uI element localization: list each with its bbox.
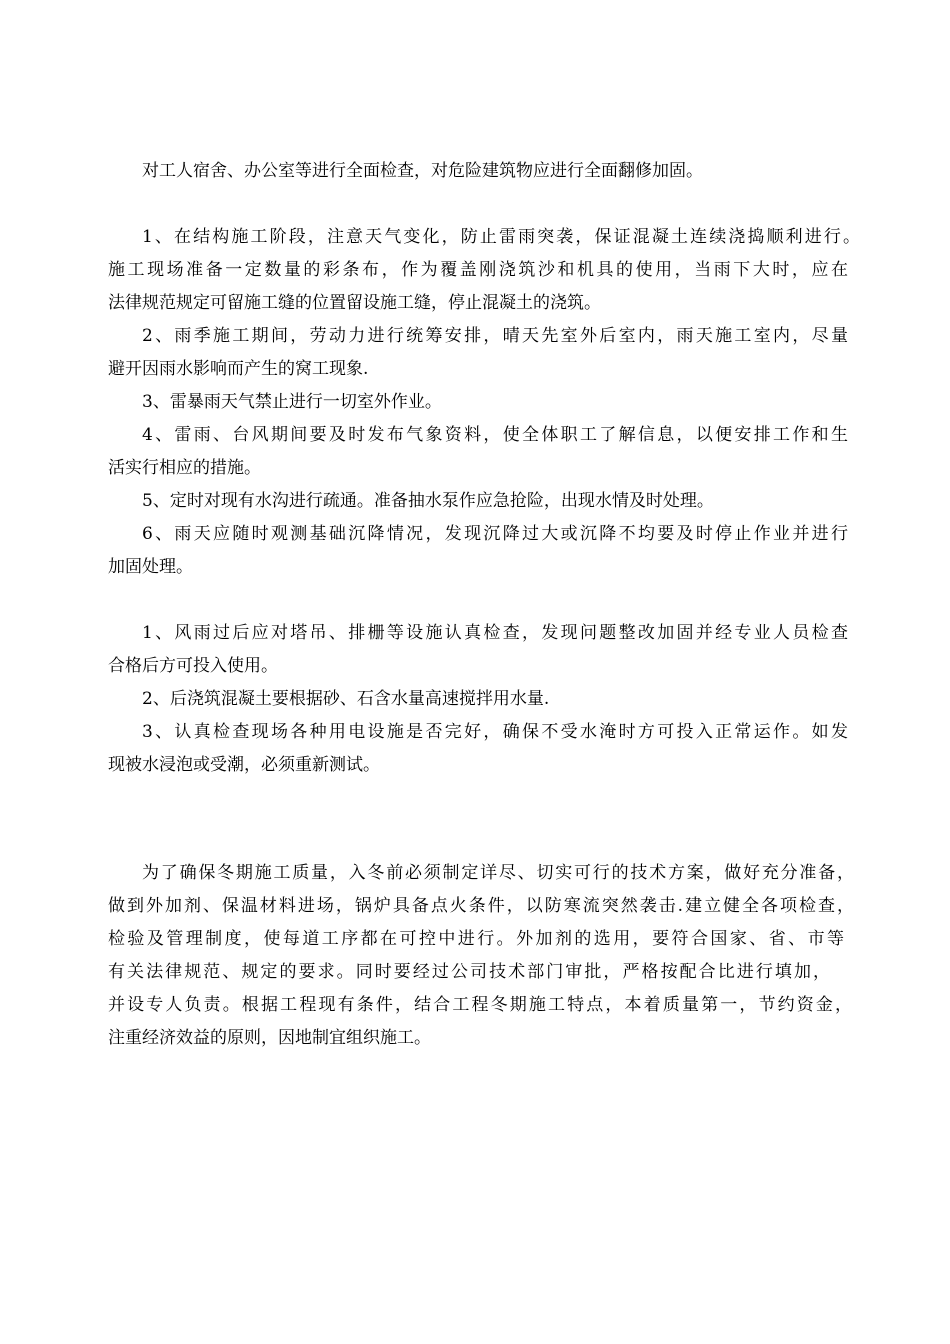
paragraph-line: 避开因雨水影响而产生的窝工现象. — [108, 359, 369, 379]
paragraph-line: 活实行相应的措施。 — [108, 458, 261, 478]
paragraph-line: 注重经济效益的原则，因地制宜组织施工。 — [108, 1028, 431, 1048]
paragraph-line: 施工现场准备一定数量的彩条布，作为覆盖刚浇筑沙和机具的使用，当雨下大时，应在 — [108, 260, 848, 280]
paragraph-line: 为了确保冬期施工质量，入冬前必须制定详尽、切实可行的技术方案，做好充分准备， — [142, 863, 854, 883]
paragraph-line: 做到外加剂、保温材料进场，锅炉具备点火条件，以防寒流突然袭击.建立健全各项检查， — [108, 896, 854, 916]
paragraph-line: 6、雨天应随时观测基础沉降情况，发现沉降过大或沉降不均要及时停止作业并进行 — [142, 524, 848, 544]
paragraph-line: 有关法律规范、规定的要求。同时要经过公司技术部门审批，严格按配合比进行填加， — [108, 962, 830, 982]
paragraph-line: 1、风雨过后应对塔吊、排栅等设施认真检查，发现问题整改加固并经专业人员检查 — [142, 623, 848, 643]
paragraph-line: 4、雷雨、台风期间要及时发布气象资料，使全体职工了解信息，以便安排工作和生 — [142, 425, 848, 445]
paragraph-line: 3、雷暴雨天气禁止进行一切室外作业。 — [142, 392, 442, 412]
paragraph-line: 法律规范规定可留施工缝的位置留设施工缝，停止混凝土的浇筑。 — [108, 293, 601, 313]
paragraph-line: 1、在结构施工阶段，注意天气变化，防止雷雨突袭，保证混凝土连续浇捣顺利进行。 — [142, 227, 860, 247]
paragraph-line: 合格后方可投入使用。 — [108, 656, 278, 676]
paragraph-line: 3、认真检查现场各种用电设施是否完好，确保不受水淹时方可投入正常运作。如发 — [142, 722, 848, 742]
paragraph-line: 检验及管理制度，使每道工序都在可控中进行。外加剂的选用，要符合国家、省、市等 — [108, 929, 844, 949]
paragraph-line: 5、定时对现有水沟进行疏通。准备抽水泵作应急抢险，出现水情及时处理。 — [142, 491, 714, 511]
paragraph-line: 加固处理。 — [108, 557, 193, 577]
paragraph-line: 现被水浸泡或受潮，必须重新测试。 — [108, 755, 380, 775]
paragraph-line: 2、雨季施工期间，劳动力进行统筹安排，晴天先室外后室内，雨天施工室内，尽量 — [142, 326, 848, 346]
paragraph-line: 对工人宿舍、办公室等进行全面检查，对危险建筑物应进行全面翻修加固。 — [142, 161, 703, 181]
paragraph-line: 并设专人负责。根据工程现有条件，结合工程冬期施工特点，本着质量第一，节约资金， — [108, 995, 852, 1015]
paragraph-line: 2、后浇筑混凝土要根据砂、石含水量高速搅拌用水量. — [142, 689, 550, 709]
